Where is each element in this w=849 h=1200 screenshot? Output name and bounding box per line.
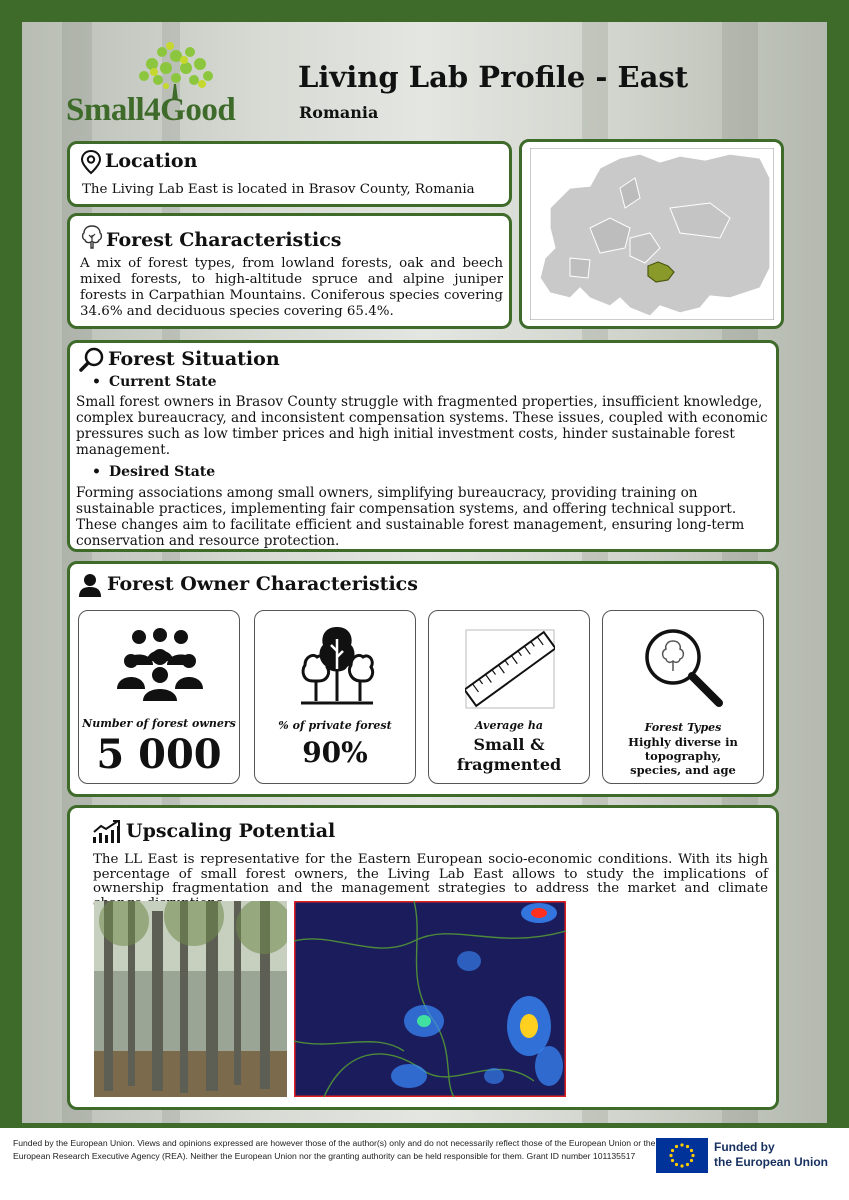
eu-line-2: the European Union <box>714 1155 828 1169</box>
upscaling-title: Upscaling Potential <box>126 820 336 842</box>
tree-outline-icon <box>80 224 104 250</box>
forest-characteristics-text: A mix of forest types, from lowland forests, oak and beech mixed forests, to high-altitude spruce and alpine juniper forests in Carpathian Mountains. Coniferous species covering 34.6% and deciduous species covering 65.4%. <box>80 256 503 319</box>
owner-characteristics-title: Forest Owner Characteristics <box>107 573 418 595</box>
card-forest-owners <box>78 610 240 784</box>
page-subtitle: Romania <box>299 103 379 122</box>
desired-state-label: • Desired State <box>92 464 215 480</box>
ruler-icon <box>465 629 555 709</box>
forest-photo <box>94 901 287 1097</box>
trees-icon <box>299 625 375 705</box>
eu-funding-label <box>714 1140 828 1170</box>
magnifier-icon <box>78 346 106 374</box>
forest-types-value: Highly diverse in topography, species, and age <box>628 735 738 777</box>
current-state-text: Small forest owners in Brasov County struggle with fragmented properties, insufficient knowledge, complex bureaucracy, and inconsistent compensation systems. These issues, coupled with economic pressures such as low timber prices and high initial investment costs, hinder sustainable forest management. <box>76 394 768 458</box>
forest-characteristics-title: Forest Characteristics <box>106 229 342 251</box>
owners-label: Number of forest owners <box>82 717 236 730</box>
location-box <box>67 141 512 207</box>
current-state-label: • Current State <box>92 374 216 390</box>
person-icon <box>77 572 103 598</box>
location-pin-icon <box>80 149 102 175</box>
desired-state-text: Forming associations among small owners, simplifying bureaucracy, providing training on sustainable practices, implementing fair compensation systems, and offering technical support. These changes aim to facilitate efficient and sustainable forest management, ensuring long-term conservation and resource protection. <box>76 485 745 549</box>
average-ha-label: Average ha <box>474 719 544 732</box>
forest-types-label: Forest Types <box>644 721 722 734</box>
card-private-forest <box>254 610 416 784</box>
location-title: Location <box>105 150 198 172</box>
average-ha-value: Small & fragmented <box>456 735 562 774</box>
location-text: The Living Lab East is located in Brasov County, Romania <box>82 182 475 197</box>
forest-characteristics-box <box>67 213 512 329</box>
upscaling-box <box>67 805 779 1110</box>
footer-disclaimer: Funded by the European Union. Views and opinions expressed are however those of the author(s) only and do not necessarily reflect those of the European Union or the European Research Executive Agency (REA). Neither the European Union nor the granting authority can be held responsible for them. Grant ID number 101135517 <box>13 1138 656 1161</box>
upscaling-text: The LL East is representative for the Eastern European socio-economic conditions. With its high percentage of small forest owners, the Living Lab East allows to study the implications of ownership fragmentation and the management strategies to address the market and climate <box>93 852 768 896</box>
page-title: Living Lab Profile - East <box>298 60 689 94</box>
heatmap-image <box>294 901 566 1097</box>
private-forest-value: 90% <box>302 736 368 769</box>
eu-line-1: Funded by <box>714 1140 775 1154</box>
forest-situation-title: Forest Situation <box>108 348 280 370</box>
forest-situation-box <box>67 340 779 552</box>
eu-flag-icon <box>656 1138 708 1173</box>
logo-text: Small4Good <box>66 92 236 128</box>
private-forest-label: % of private forest <box>278 719 392 732</box>
people-group-icon <box>117 627 203 701</box>
growth-chart-icon <box>92 820 122 844</box>
europe-map <box>530 148 774 320</box>
owners-value: 5 000 <box>96 731 222 778</box>
card-forest-types <box>602 610 764 784</box>
map-box <box>519 139 784 329</box>
magnifier-tree-icon <box>639 625 725 709</box>
card-average-ha <box>428 610 590 784</box>
